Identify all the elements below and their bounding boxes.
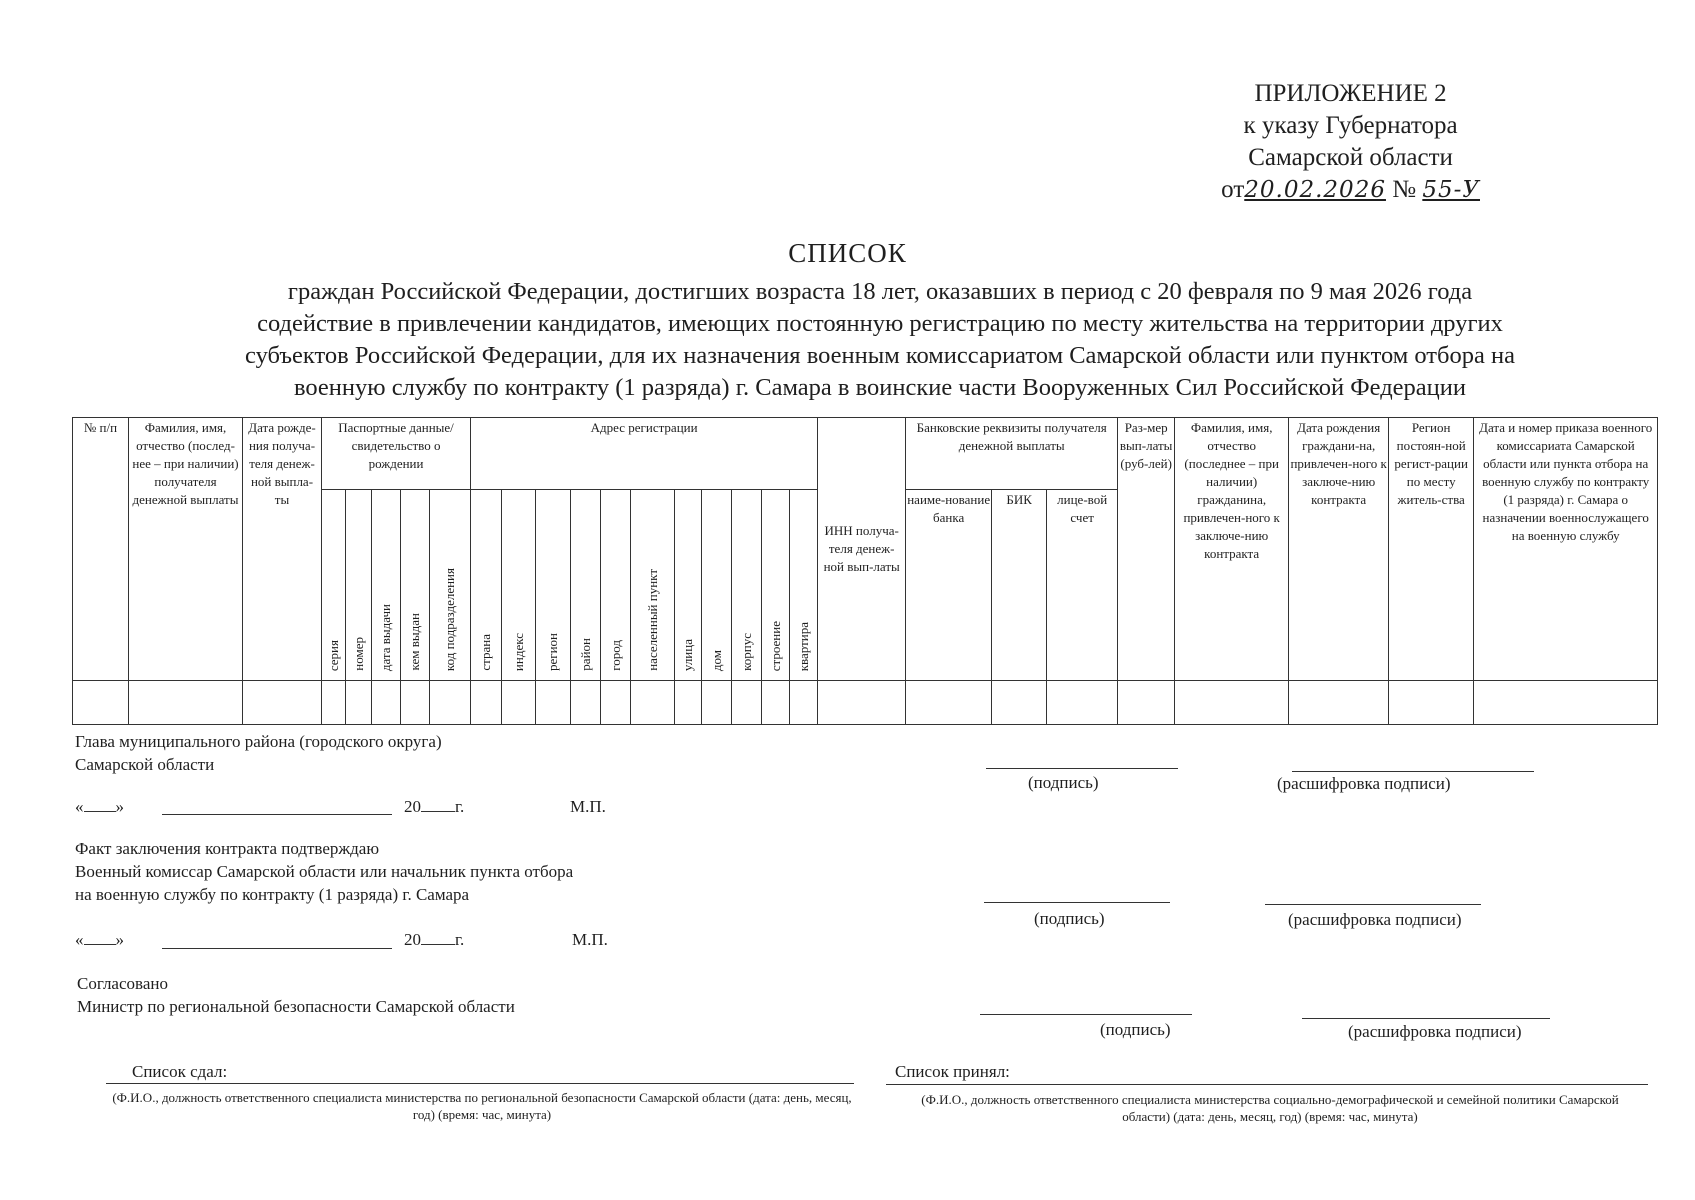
header-passport-sub: дата выдачи: [372, 490, 401, 681]
citizens-table: [72, 417, 1658, 725]
table-cell[interactable]: [1118, 680, 1175, 724]
header-num: № п/п: [73, 418, 129, 681]
header-address-sub: индекс: [502, 490, 536, 681]
header-order: Дата и номер приказа военного комиссариата Самарской области или пункта отбора на военную службу по контракту (1 разряда) г. Самара о назначении военнослужащего на военную службу: [1474, 418, 1658, 681]
date-close: »: [115, 797, 124, 816]
header-address-sub: дом: [702, 490, 732, 681]
table-cell[interactable]: [430, 680, 471, 724]
table-cell[interactable]: [818, 680, 906, 724]
handover-received-line[interactable]: [886, 1084, 1648, 1085]
minister-signatory: [77, 972, 515, 1018]
year-line: [404, 795, 464, 818]
minister-title: Министр по региональной безопасности Самарской области: [77, 997, 515, 1016]
table-cell[interactable]: [601, 680, 631, 724]
decoding-line[interactable]: [1292, 771, 1534, 772]
commissar-signatory: [75, 837, 573, 906]
header-recipient-birth: Дата рожде-ния получа-теля денеж-ной выпла-ты: [243, 418, 322, 681]
header-address-sub: корпус: [732, 490, 762, 681]
decoding-caption: (расшифровка подписи): [1277, 774, 1451, 793]
signature-line[interactable]: [986, 768, 1178, 769]
day-field[interactable]: [84, 928, 116, 945]
document-subtitle: [130, 276, 1630, 404]
signature-line[interactable]: [980, 1014, 1192, 1015]
header-passport-sub: код подразделения: [430, 490, 471, 681]
header-inn: ИНН получа-теля денеж-ной вып-латы: [818, 418, 906, 681]
handover-given-line[interactable]: [106, 1083, 854, 1084]
subtitle-line: военную службу по контракту (1 разряда) г. Самара в воинские части Вооруженных Сил Российской Федерации: [293, 374, 1466, 401]
year-field[interactable]: [421, 928, 455, 945]
decoding-line[interactable]: [1265, 904, 1481, 905]
table-cell[interactable]: [732, 680, 762, 724]
table-cell[interactable]: [675, 680, 702, 724]
header-passport-sub: кем выдан: [401, 490, 430, 681]
date-line: [75, 928, 124, 951]
decree-date-line: [1221, 174, 1480, 206]
day-field[interactable]: [84, 795, 116, 812]
header-region: Регион постоян-ной регист-рации по месту житель-ства: [1389, 418, 1474, 681]
date-line: [75, 795, 124, 818]
handover-received-note: (Ф.И.О., должность ответственного специалиста министерства социально-демографической и семейной политики Самарской области) (дата: день, месяц, год) (время: час, минута): [921, 1092, 1619, 1124]
header-bank-sub: наиме-нование банка: [906, 490, 992, 681]
header-bank-sub: лице-вой счет: [1047, 490, 1118, 681]
appendix-line2: к указу Губернатора: [1243, 112, 1458, 139]
decree-date: 20.02.2026: [1244, 177, 1386, 203]
appendix-label: ПРИЛОЖЕНИЕ 2: [1254, 80, 1447, 107]
commissar-title: Военный комиссар Самарской области или начальник пункта отбора: [75, 862, 574, 881]
subtitle-line: граждан Российской Федерации, достигших возраста 18 лет, оказавших в период с 20 февраля по 9 мая 2026 года: [287, 278, 1473, 305]
table-cell[interactable]: [322, 680, 346, 724]
header-amount: Раз-мер вып-латы (руб-лей): [1118, 418, 1175, 681]
head-title: Глава муниципального района (городского округа): [75, 732, 442, 751]
header-address-sub: регион: [536, 490, 571, 681]
signature-caption: (подпись): [1100, 1020, 1171, 1039]
commissar-title-cont: на военную службу по контракту (1 разряда) г. Самара: [75, 885, 470, 904]
header-address-sub: населенный пункт: [631, 490, 675, 681]
header-address-sub: квартира: [790, 490, 818, 681]
header-passport-sub: номер: [346, 490, 372, 681]
decoding-line[interactable]: [1302, 1018, 1550, 1019]
signature-caption: (подпись): [1034, 909, 1105, 928]
header-bank-sub: БИК: [992, 490, 1047, 681]
table-cell[interactable]: [1047, 680, 1118, 724]
document-header: [1221, 78, 1480, 206]
handover-received-label: Список принял:: [895, 1062, 1010, 1081]
table-cell[interactable]: [1389, 680, 1474, 724]
appendix-line3: Самарской области: [1248, 144, 1453, 171]
header-address-sub: страна: [471, 490, 502, 681]
header-passport-sub: серия: [322, 490, 346, 681]
month-field[interactable]: [162, 948, 392, 949]
table-cell[interactable]: [401, 680, 430, 724]
stamp-place: М.П.: [572, 930, 608, 949]
table-cell[interactable]: [992, 680, 1047, 724]
table-cell[interactable]: [762, 680, 790, 724]
confirm-text: Факт заключения контракта подтверждаю: [75, 839, 380, 858]
year-line: [404, 928, 464, 951]
decoding-caption: (расшифровка подписи): [1288, 910, 1462, 929]
head-region: Самарской области: [75, 755, 215, 774]
date-prefix: от: [1221, 176, 1245, 203]
table-cell[interactable]: [906, 680, 992, 724]
month-field[interactable]: [162, 814, 392, 815]
stamp-place: М.П.: [570, 797, 606, 816]
table-cell[interactable]: [1474, 680, 1658, 724]
date-close: »: [115, 930, 124, 949]
table-cell[interactable]: [536, 680, 571, 724]
subtitle-line: содействие в привлечении кандидатов, имеющих постоянную регистрацию по месту жительства на территории других: [257, 310, 1503, 337]
table-cell[interactable]: [1175, 680, 1289, 724]
table-cell[interactable]: [502, 680, 536, 724]
header-recipient-name: Фамилия, имя, отчество (послед-нее – при наличии) получателя денежной выплаты: [129, 418, 243, 681]
agreed-label: Согласовано: [77, 974, 168, 993]
header-address-sub: город: [601, 490, 631, 681]
table-cell[interactable]: [702, 680, 732, 724]
table-cell[interactable]: [1289, 680, 1389, 724]
handover-given-label: Список сдал:: [132, 1062, 228, 1081]
header-address: Адрес регистрации: [471, 418, 818, 490]
date-open: «: [75, 797, 84, 816]
year-prefix: 20: [404, 797, 421, 816]
subtitle-line: субъектов Российской Федерации, для их назначения военным комиссариатом Самарской области или пунктом отбора на: [245, 342, 1515, 369]
table-cell[interactable]: [372, 680, 401, 724]
head-signatory: [75, 730, 442, 776]
header-citizen-name: Фамилия, имя, отчество (последнее – при наличии) гражданина, привлечен-ного к заключе-нию контракта: [1175, 418, 1289, 681]
table-cell[interactable]: [571, 680, 601, 724]
number-prefix: №: [1392, 176, 1417, 203]
document-title: СПИСОК: [788, 238, 907, 268]
decree-number: 55-У: [1422, 177, 1480, 203]
table-cell[interactable]: [471, 680, 502, 724]
header-address-sub: улица: [675, 490, 702, 681]
table-cell[interactable]: [243, 680, 322, 724]
decoding-caption: (расшифровка подписи): [1348, 1022, 1522, 1041]
table-cell[interactable]: [790, 680, 818, 724]
header-address-sub: район: [571, 490, 601, 681]
table-row: [73, 680, 1658, 724]
header-passport: Паспортные данные/ свидетельство о рождении: [322, 418, 471, 490]
date-open: «: [75, 930, 84, 949]
header-citizen-birth: Дата рождения граждани-на, привлечен-ного к заключе-нию контракта: [1289, 418, 1389, 681]
signature-line[interactable]: [984, 902, 1170, 903]
table-cell[interactable]: [631, 680, 675, 724]
table-cell[interactable]: [346, 680, 372, 724]
year-suffix: г.: [455, 797, 465, 816]
handover-given-note: (Ф.И.О., должность ответственного специалиста министерства по региональной безопасности Самарской области (дата: день, месяц, год) (время: час, минута): [112, 1090, 852, 1122]
table-cell[interactable]: [73, 680, 129, 724]
year-suffix: г.: [455, 930, 465, 949]
table-cell[interactable]: [129, 680, 243, 724]
year-prefix: 20: [404, 930, 421, 949]
year-field[interactable]: [421, 795, 455, 812]
header-bank: Банковские реквизиты получателя денежной выплаты: [906, 418, 1118, 490]
header-address-sub: строение: [762, 490, 790, 681]
signature-caption: (подпись): [1028, 773, 1099, 792]
